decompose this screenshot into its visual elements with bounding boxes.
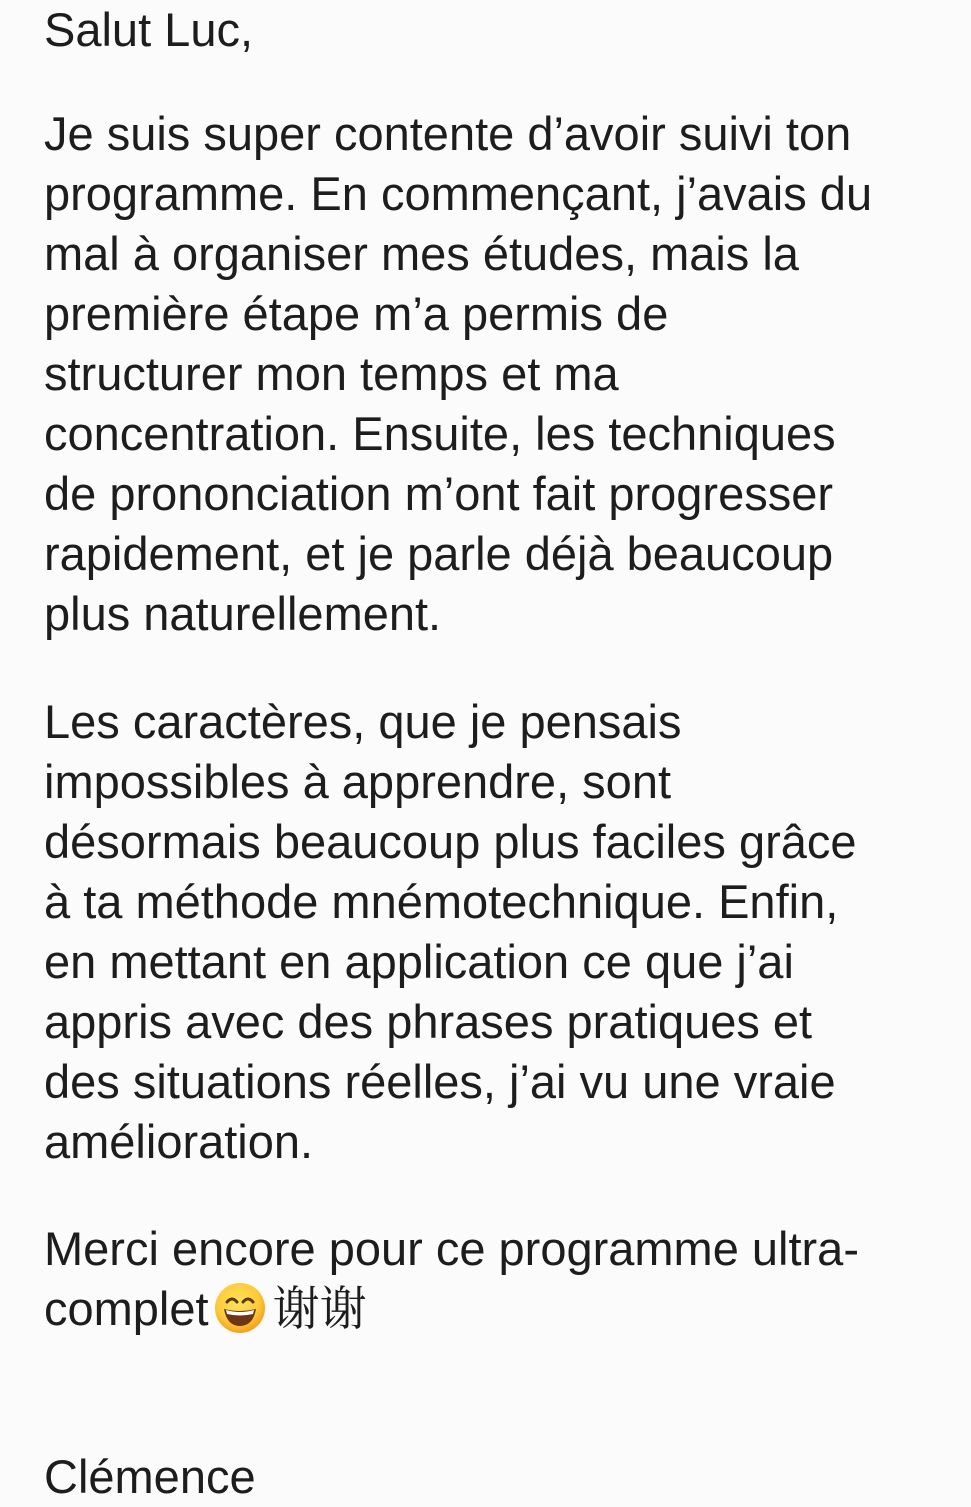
paragraph-line: appris avec des phrases pratiques et (44, 995, 813, 1048)
paragraph-line: amélioration. (44, 1115, 314, 1168)
paragraph-line: première étape m’a permis de (44, 287, 669, 340)
paragraph-line: programme. En commençant, j’avais du (44, 167, 873, 220)
signature: Clémence (44, 1450, 256, 1503)
paragraph-line: en mettant en application ce que j’ai (44, 935, 794, 988)
paragraph-2 (44, 692, 944, 1172)
chinese-thanks: 谢谢 (272, 1282, 367, 1335)
paragraph-line: concentration. Ensuite, les techniques (44, 407, 836, 460)
paragraph-line: désormais beaucoup plus faciles grâce (44, 815, 857, 868)
grinning-face-icon (213, 1281, 267, 1349)
paragraph-line: plus naturellement. (44, 587, 442, 640)
paragraph-line: mal à organiser mes études, mais la (44, 227, 799, 280)
closing (44, 1219, 944, 1339)
closing-word: complet (44, 1282, 209, 1335)
paragraph-line: impossibles à apprendre, sont (44, 755, 672, 808)
paragraph-line: des situations réelles, j’ai vu une vraie (44, 1055, 836, 1108)
paragraph-line: à ta méthode mnémotechnique. Enfin, (44, 875, 839, 928)
paragraph-line: Je suis super contente d’avoir suivi ton (44, 107, 852, 160)
closing-line: Merci encore pour ce programme ultra- (44, 1222, 859, 1275)
paragraph-1 (44, 104, 944, 644)
greeting: Salut Luc, (44, 3, 254, 56)
closing-line (44, 1279, 944, 1339)
paragraph-line: rapidement, et je parle déjà beaucoup (44, 527, 834, 580)
paragraph-line: de prononciation m’ont fait progresser (44, 467, 833, 520)
paragraph-line: Les caractères, que je pensais (44, 695, 682, 748)
paragraph-line: structurer mon temps et ma (44, 347, 619, 400)
message-body (44, 0, 944, 1507)
